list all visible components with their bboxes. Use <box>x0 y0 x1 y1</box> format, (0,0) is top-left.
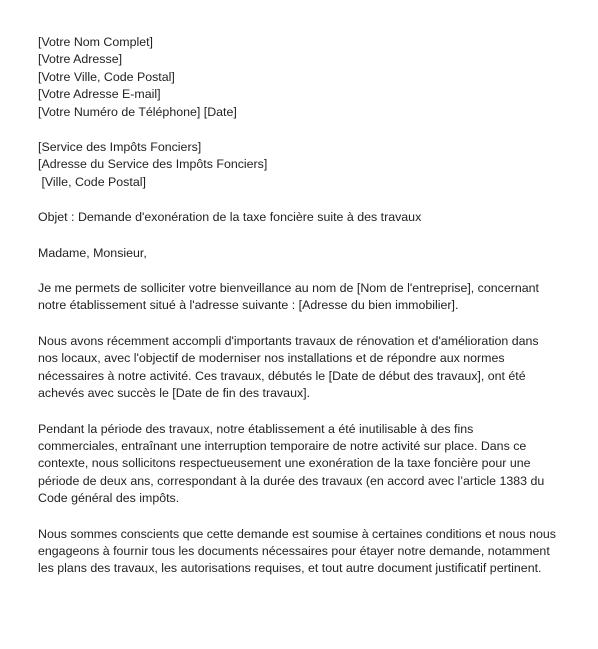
salutation: Madame, Monsieur, <box>38 245 147 260</box>
recipient-service: [Service des Impôts Fonciers] <box>38 140 202 155</box>
sender-name: [Votre Nom Complet] <box>38 35 154 49</box>
recipient-block <box>38 139 578 191</box>
subject-line: Objet : Demande d'exonération de la taxe foncière suite à des travaux <box>38 210 422 225</box>
sender-phone-date: [Votre Numéro de Téléphone] [Date] <box>38 104 237 119</box>
body-paragraph-3: Pendant la période des travaux, notre établissement a été inutilisable à des fins commerciales, entraînant une interruption temporaire de notre activité sur place. Dans ce contexte, nous sollicitons respectueusement une exonération de la taxe foncière pour une période de deux ans, correspondant à la durée des travaux (en accord avec l’article 1383 du Code général des impôts. <box>38 421 545 506</box>
recipient-city: [Ville, Code Postal] <box>38 174 146 189</box>
sender-block <box>38 34 578 121</box>
sender-address: [Votre Adresse] <box>38 52 123 67</box>
body-paragraph-2: Nous avons récemment accompli d'importants travaux de rénovation et d'amélioration dans nos locaux, avec l'objectif de moderniser nos installations et de répondre aux normes nécessaires à notre activité. Ces travaux, débutés le [Date de début des travaux], ont été achevés avec succès le [Date de fin des travaux]. <box>38 333 539 401</box>
recipient-address: [Adresse du Service des Impôts Fonciers] <box>38 157 268 172</box>
sender-email: [Votre Adresse E-mail] <box>38 87 161 102</box>
body-paragraph-4: Nous sommes conscients que cette demande est soumise à certaines conditions et nous nous engageons à fournir tous les documents nécessaires pour étayer notre demande, notamment les plans des travaux, les autorisations requises, et tout autre document justificatif pertinent. <box>38 526 556 576</box>
sender-city: [Votre Ville, Code Postal] <box>38 69 175 84</box>
body-paragraph-1: Je me permets de solliciter votre bienveillance au nom de [Nom de l'entreprise], concernant notre établissement situé à l'adresse suivante : [Adresse du bien immobilier]. <box>38 281 539 313</box>
